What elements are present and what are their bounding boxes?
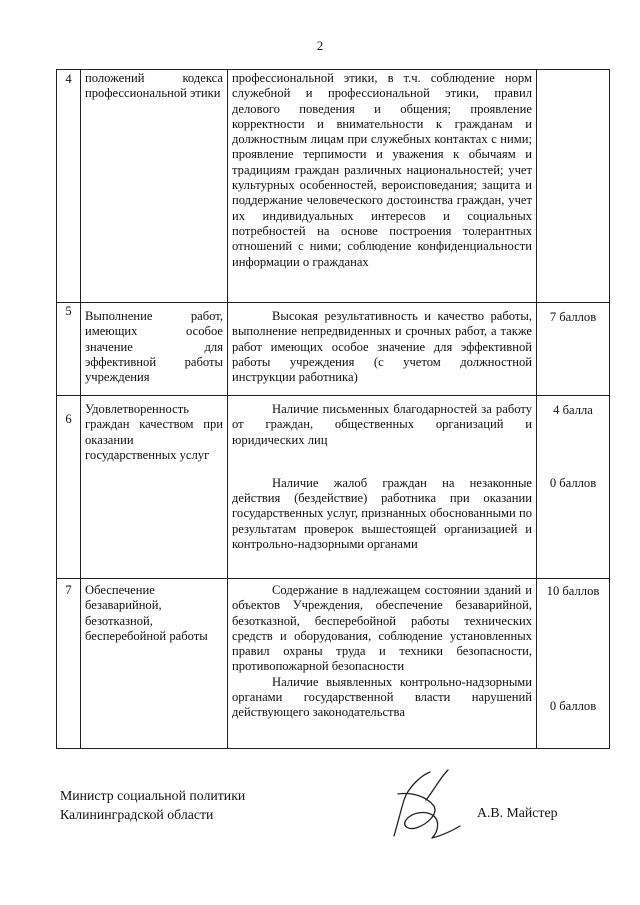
table-row bbox=[57, 579, 610, 749]
position-line: Калининградской области bbox=[60, 807, 214, 822]
row-number: 7 bbox=[57, 579, 81, 749]
score-cell bbox=[537, 579, 610, 749]
criterion-name: положений кодекса профессиональной этики bbox=[81, 70, 228, 303]
criterion-description bbox=[228, 303, 537, 396]
handwritten-signature bbox=[368, 766, 478, 846]
description-paragraph: Наличие письменных благодарностей за работу от граждан, общественных организаций и юридических лиц bbox=[232, 402, 532, 447]
table-row bbox=[57, 70, 610, 303]
score-value: 0 баллов bbox=[549, 699, 597, 714]
criterion-description bbox=[228, 396, 537, 579]
description-paragraph: Содержание в надлежащем состоянии зданий и объектов Учреждения, обеспечение безаварийной, безотказной, бесперебойной работы технических средств и оборудования, соблюдение установленных правил охраны труда и техники безопасности, противопожарной безопасности bbox=[232, 583, 532, 674]
description-paragraph: Наличие выявленных контрольно-надзорными органами государственной власти нарушений действующего законодательства bbox=[232, 674, 532, 720]
row-number: 6 bbox=[57, 396, 81, 579]
score-value: 0 баллов bbox=[549, 476, 597, 491]
criterion-name: Выполнение работ, имеющих особое значение для эффективной работы учреждения bbox=[81, 303, 228, 396]
description-paragraph: Высокая результативность и качество работы, выполнение непредвиденных и срочных работ, а также работ имеющих особое значение для эффективной работы учреждения (с учетом должностной инструкции работника) bbox=[232, 309, 532, 385]
score-cell bbox=[537, 303, 610, 396]
score-value: 7 баллов bbox=[549, 310, 597, 324]
signatory-name: А.В. Майстер bbox=[477, 805, 558, 820]
score-cell bbox=[537, 70, 610, 303]
criteria-table bbox=[56, 69, 610, 749]
description-paragraph: Наличие жалоб граждан на незаконные действия (бездействие) работника при оказании государственных услуг, признанных обоснованными по результатам проверок вышестоящей организацией и контрольно-надзорными органами bbox=[232, 475, 532, 552]
position-line: Министр социальной политики bbox=[60, 788, 246, 803]
signatory-position bbox=[60, 786, 245, 824]
row-number: 5 bbox=[57, 303, 81, 396]
score-value: 10 баллов bbox=[546, 584, 600, 598]
criterion-description bbox=[228, 70, 537, 303]
score-value: 4 балла bbox=[553, 403, 593, 417]
page-number: 2 bbox=[316, 38, 324, 53]
table-row bbox=[57, 303, 610, 396]
table-row bbox=[57, 396, 610, 579]
description-paragraph: профессиональной этики, в т.ч. соблюдение норм служебной и профессиональной этики, правил делового поведения и общения; проявление корректности и внимательности к гражданам и должностным лицам при служебных контактах с ними; проявление терпимости и уважения к обычаям и традициям граждан различных национальностей; учет культурных особенностей, вероисповедания; защита и поддержание человеческого достоинства граждан, учет их индивидуальных интересов и социальных потребностей на основе построения толерантных отношений с ними; соблюдение конфиденциальности информации о гражданах bbox=[232, 71, 532, 269]
criterion-name: Обеспечение безаварийной, безотказной, бесперебойной работы bbox=[81, 579, 228, 749]
criterion-name: Удовлетворенность граждан качеством при оказании государственных услуг bbox=[81, 396, 228, 579]
criterion-description bbox=[228, 579, 537, 749]
score-cell bbox=[537, 396, 610, 579]
row-number: 4 bbox=[57, 70, 81, 303]
